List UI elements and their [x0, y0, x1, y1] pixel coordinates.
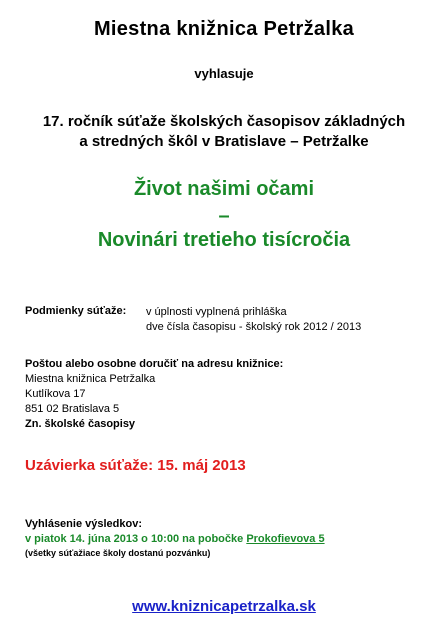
contest-line-1: 17. ročník súťaže školských časopisov základných: [42, 113, 406, 130]
theme-line-1: Život našimi očami: [133, 178, 315, 200]
contest-description: [0, 112, 448, 152]
results-date: v piatok 14. júna 2013 o 10:00 na pobočke: [25, 533, 247, 545]
conditions-label: Podmienky súťaže:: [25, 305, 127, 317]
results-place: Prokofievova 5: [246, 533, 325, 545]
address-line: Miestna knižnica Petržalka: [25, 373, 156, 385]
theme-dash: –: [218, 205, 230, 227]
mail-heading: Poštou alebo osobne doručiť na adresu knižnice:: [25, 358, 284, 370]
address-line: Kutlíkova 17: [25, 388, 86, 400]
address-note: Zn. školské časopisy: [25, 418, 136, 430]
contest-line-2: a stredných škôl v Bratislave – Petržalke: [79, 133, 369, 150]
deadline-text: Uzávierka súťaže: 15. máj 2013: [25, 457, 246, 474]
results-date-place: [25, 533, 325, 545]
condition-item: v úplnosti vyplnená prihláška: [146, 306, 287, 318]
condition-item: dve čísla časopisu - školský rok 2012 / 2013: [146, 321, 362, 333]
results-note: (všetky súťažiace školy dostanú pozvánku): [25, 548, 211, 558]
page-title: Miestna knižnica Petržalka: [93, 18, 355, 40]
address-line: 851 02 Bratislava 5: [25, 403, 120, 415]
results-heading: Vyhlásenie výsledkov:: [25, 518, 142, 530]
theme-line-2: Novinári tretieho tisícročia: [97, 229, 351, 251]
website-link[interactable]: www.kniznicapetrzalka.sk: [132, 598, 316, 615]
announces-text: vyhlasuje: [194, 66, 254, 81]
conditions-list: [146, 305, 361, 335]
